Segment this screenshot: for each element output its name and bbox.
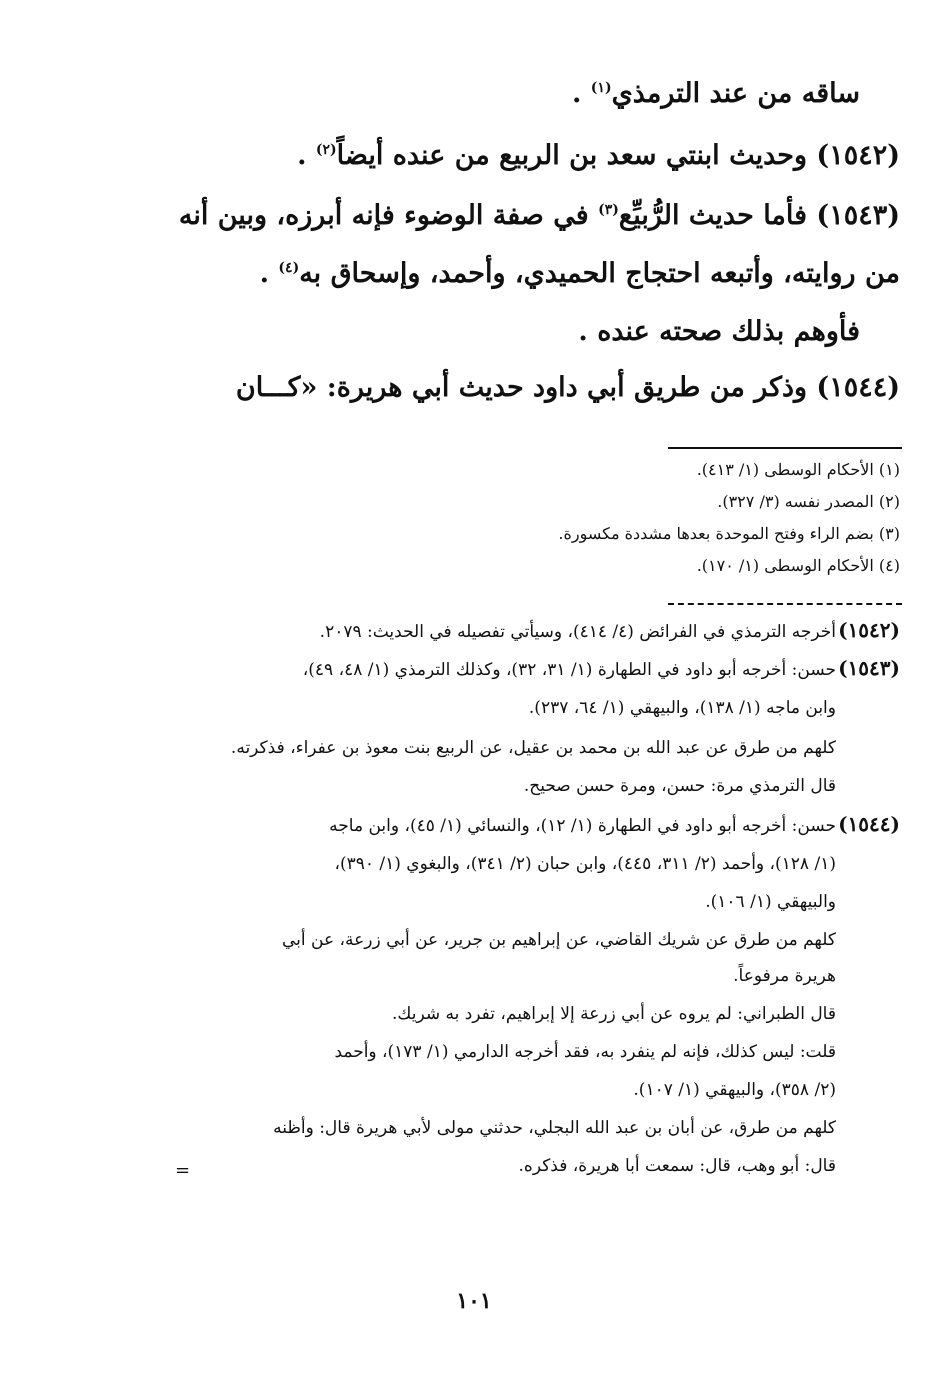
text: فأوهم بذلك صحته عنده .: [578, 316, 860, 347]
takhrij-number-1543: (١٥٤٣): [838, 656, 900, 680]
takhrij-1542-line-1: أخرجه الترمذي في الفرائض (٤/ ٤١٤)، وسيأتي تفصيله في الحديث: ٢٠٧٩.: [319, 622, 836, 642]
paragraph-1542: [297, 140, 900, 171]
footnote-ref: (١): [590, 80, 612, 96]
hadith-number: (١٥٤٤): [816, 372, 900, 403]
takhrij-1543-line-3: كلهم من طرق عن عبد الله بن محمد بن عقيل، عن الربيع بنت معوذ بن عفراء، فذكرته.: [230, 738, 836, 758]
takhrij-1543-line-4: قال الترمذي مرة: حسن، ومرة حسن صحيح.: [523, 776, 836, 796]
text: .: [571, 78, 591, 109]
takhrij-1544-line-9: كلهم من طرق، عن أبان بن عبد الله البجلي، حدثني مولى لأبي هريرة قال: وأظنه: [273, 1118, 836, 1138]
takhrij-number-1542: (١٥٤٢): [838, 618, 900, 642]
footnote-separator: [668, 447, 902, 449]
paragraph-1544: [236, 372, 900, 403]
paragraph-1543-line-1: [179, 200, 900, 231]
takhrij-1544-line-5: هريرة مرفوعاً.: [733, 966, 836, 986]
hadith-number: (١٥٤٢): [816, 140, 900, 171]
footnote-3: (٣) بضم الراء وفتح الموحدة بعدها مشددة مكسورة.: [558, 524, 900, 543]
footnote-2: (٢) المصدر نفسه (٣/ ٣٢٧).: [717, 492, 900, 511]
takhrij-1544-line-6: قال الطبراني: لم يروه عن أبي زرعة إلا إبراهيم، تفرد به شريك.: [391, 1004, 836, 1024]
takhrij-1544-line-3: والبيهقي (١/ ١٠٦).: [705, 892, 836, 912]
text: فأما حديث الرُّبيِّع: [618, 200, 817, 231]
main-line-1: [572, 78, 860, 109]
page-number: ١٠١: [456, 1288, 492, 1314]
continuation-mark: =: [175, 1160, 191, 1181]
takhrij-separator: [668, 603, 902, 605]
main-line-awham: [578, 316, 860, 347]
hadith-number: (١٥٤٣): [816, 200, 900, 231]
takhrij-1543-line-2: وابن ماجه (١/ ١٣٨)، والبيهقي (١/ ٦٤، ٢٣٧).: [528, 698, 836, 718]
footnote-ref: (٤): [278, 260, 300, 276]
takhrij-1544-line-1: حسن: أخرجه أبو داود في الطهارة (١/ ١٢)، والنسائي (١/ ٤٥)، وابن ماجه: [329, 816, 836, 836]
text: .: [297, 140, 316, 171]
takhrij-1544-line-2: (١/ ١٢٨)، وأحمد (٢/ ٣١١، ٤٤٥)، وابن حبان (٢/ ٣٤١)، والبغوي (١/ ٣٩٠)،: [334, 854, 836, 874]
takhrij-1544-line-8: (٢/ ٣٥٨)، والبيهقي (١/ ١٠٧).: [633, 1080, 836, 1100]
takhrij-1544-line-7: قلت: ليس كذلك، فإنه لم ينفرد به، فقد أخرجه الدارمي (١/ ١٧٣)، وأحمد: [334, 1042, 836, 1062]
text: وحديث ابنتي سعد بن الربيع من عنده أيضاً: [336, 140, 817, 171]
text: وذكر من طريق أبي داود حديث أبي هريرة: «كـــان: [235, 372, 817, 403]
text: من روايته، وأتبعه احتجاج الحميدي، وأحمد، وإسحاق به: [299, 258, 900, 289]
footnote-ref: (٢): [315, 142, 337, 158]
takhrij-number-1544: (١٥٤٤): [838, 812, 900, 836]
takhrij-1544-line-10: قال: أبو وهب، قال: سمعت أبا هريرة، فذكره.: [518, 1156, 836, 1176]
takhrij-1543-line-1: حسن: أخرجه أبو داود في الطهارة (١/ ٣١، ٣٢)، وكذلك الترمذي (١/ ٤٨، ٤٩)،: [302, 660, 836, 680]
text: .: [259, 258, 279, 289]
takhrij-1544-line-4: كلهم من طرق عن شريك القاضي، عن إبراهيم بن جرير، عن أبي زرعة، عن أبي: [281, 930, 836, 950]
paragraph-1543-line-2: [260, 258, 900, 289]
text: في صفة الوضوء فإنه أبرزه، وبين أنه: [178, 200, 599, 231]
footnote-1: (١) الأحكام الوسطى (١/ ٤١٣).: [696, 460, 900, 479]
text: ساقه من عند الترمذي: [611, 78, 860, 109]
footnote-4: (٤) الأحكام الوسطى (١/ ١٧٠).: [696, 556, 900, 575]
footnote-ref: (٣): [598, 202, 619, 218]
